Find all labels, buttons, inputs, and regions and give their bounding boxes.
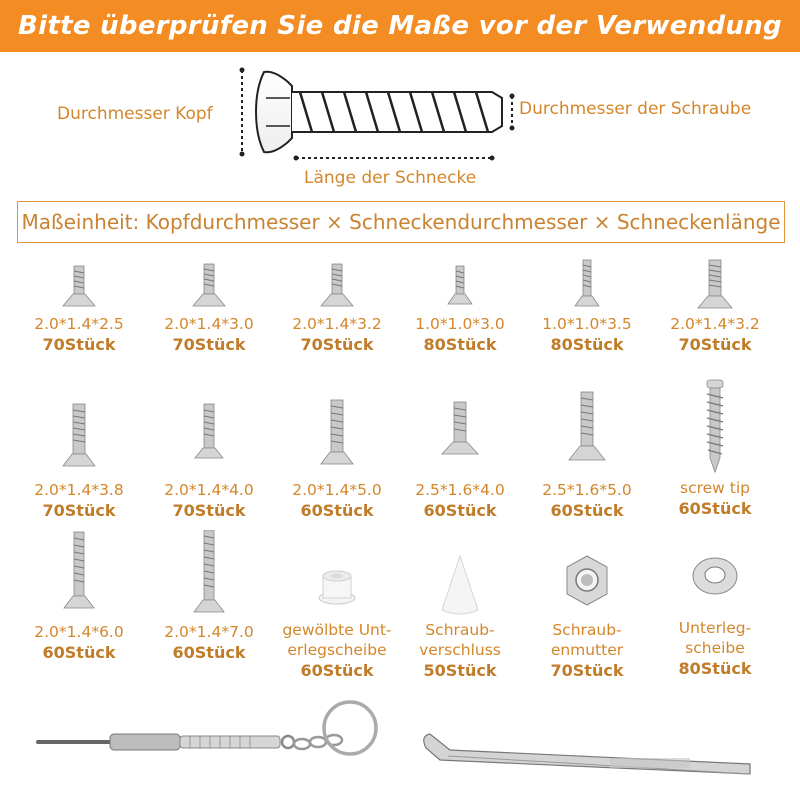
item-dimensions: 2.0*1.4*5.0 <box>292 481 382 499</box>
label-head-diameter: Durchmesser Kopf <box>57 104 213 124</box>
item-quantity: 80Stück <box>678 659 752 678</box>
item-label-line1: Schraub- <box>425 621 495 639</box>
item-dimensions: 2.0*1.4*3.2 <box>292 315 382 333</box>
item-screw-14 <box>144 530 274 663</box>
item-dimensions: 1.0*1.0*3.0 <box>415 315 505 333</box>
item-quantity: 70Stück <box>42 501 116 520</box>
countersunk-screw-image <box>307 262 367 314</box>
item-label-line2: enmutter <box>550 641 624 659</box>
item-screw-13 <box>14 530 144 663</box>
header-banner <box>0 0 800 52</box>
countersunk-screw-image <box>307 396 367 480</box>
item-quantity: 70Stück <box>550 661 624 680</box>
item-screw-6 <box>650 258 780 355</box>
countersunk-screw-image <box>179 262 239 314</box>
item-quantity: 60Stück <box>42 643 116 662</box>
countersunk-screw-image <box>49 400 109 480</box>
item-dimensions: 2.0*1.4*3.8 <box>34 481 124 499</box>
tweezers-image <box>410 720 760 790</box>
item-dimensions: 2.0*1.4*6.0 <box>34 623 124 641</box>
item-domed-washer <box>272 558 402 681</box>
item-dimensions: screw tip <box>680 479 750 497</box>
countersunk-screw-image <box>179 530 239 622</box>
item-nut <box>522 550 652 681</box>
item-dimensions: 2.0*1.4*2.5 <box>34 315 124 333</box>
flat-washer-image <box>685 548 745 618</box>
countersunk-screw-image <box>49 262 109 314</box>
screw-cap-image <box>430 552 490 620</box>
item-screw-4 <box>395 262 525 355</box>
countersunk-screw-image <box>557 388 617 480</box>
item-quantity: 70Stück <box>42 335 116 354</box>
item-label-line2: scheibe <box>685 639 745 657</box>
item-dimensions: 2.0*1.4*3.2 <box>670 315 760 333</box>
item-label-line1: Schraub- <box>552 621 622 639</box>
countersunk-screw-image <box>557 258 617 314</box>
item-washer <box>650 548 780 679</box>
countersunk-screw-image <box>179 400 239 480</box>
item-quantity: 60Stück <box>300 661 374 680</box>
item-screw-1 <box>14 262 144 355</box>
item-quantity: 70Stück <box>172 335 246 354</box>
item-label-line2: verschluss <box>419 641 501 659</box>
item-screw-8 <box>144 400 274 521</box>
banner-title: Bitte überprüfen Sie die Maße vor der Verwendung <box>18 11 782 41</box>
label-screw-diameter: Durchmesser der Schraube <box>519 99 752 119</box>
item-screw-2 <box>144 262 274 355</box>
item-quantity: 50Stück <box>423 661 497 680</box>
unit-note-text: Maßeinheit: Kopfdurchmesser × Schneckendurchmesser × Schneckenlänge <box>21 210 781 234</box>
item-screw-10 <box>395 396 525 521</box>
domed-washer-image <box>307 558 367 620</box>
item-quantity: 70Stück <box>300 335 374 354</box>
item-quantity: 60Stück <box>423 501 497 520</box>
item-dimensions: 2.0*1.4*3.0 <box>164 315 254 333</box>
item-quantity: 70Stück <box>172 501 246 520</box>
item-quantity: 70Stück <box>678 335 752 354</box>
unit-note-box <box>17 201 785 243</box>
item-screw-cap <box>395 552 525 681</box>
item-dimensions: 2.0*1.4*4.0 <box>164 481 254 499</box>
item-screw-9 <box>272 396 402 521</box>
item-dimensions: 2.5*1.6*4.0 <box>415 481 505 499</box>
item-quantity: 80Stück <box>423 335 497 354</box>
screw-diagram <box>230 62 520 172</box>
item-label-line1: gewölbte Unt- <box>282 621 392 639</box>
hex-nut-image <box>557 550 617 620</box>
item-screw-5 <box>522 258 652 355</box>
item-screw-11 <box>522 388 652 521</box>
item-label-line2: erlegscheibe <box>287 641 387 659</box>
item-quantity: 60Stück <box>550 501 624 520</box>
screwdriver-keyring-image <box>30 700 390 790</box>
countersunk-screw-image <box>49 530 109 622</box>
item-screw-3 <box>272 262 402 355</box>
item-screw-tip <box>650 378 780 519</box>
tapping-screw-image <box>685 378 745 478</box>
item-screw-7 <box>14 400 144 521</box>
item-quantity: 60Stück <box>678 499 752 518</box>
item-quantity: 60Stück <box>300 501 374 520</box>
item-quantity: 60Stück <box>172 643 246 662</box>
item-dimensions: 2.0*1.4*7.0 <box>164 623 254 641</box>
item-quantity: 80Stück <box>550 335 624 354</box>
countersunk-screw-image <box>430 396 490 480</box>
label-thread-length: Länge der Schnecke <box>304 168 477 188</box>
item-dimensions: 1.0*1.0*3.5 <box>542 315 632 333</box>
countersunk-screw-image <box>430 262 490 314</box>
item-label-line1: Unterleg- <box>678 619 752 637</box>
item-dimensions: 2.5*1.6*5.0 <box>542 481 632 499</box>
countersunk-screw-image <box>685 258 745 314</box>
